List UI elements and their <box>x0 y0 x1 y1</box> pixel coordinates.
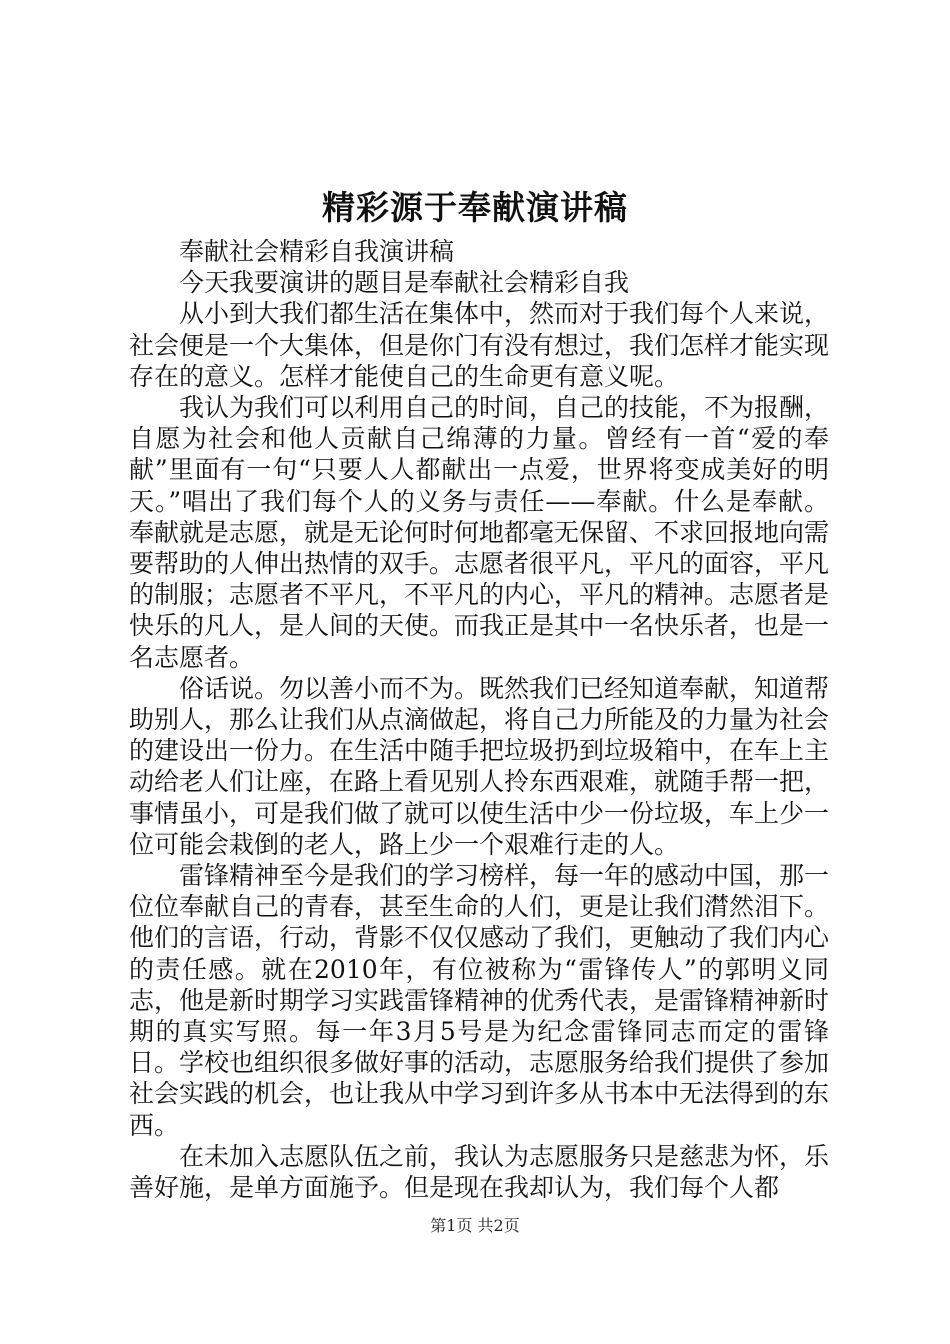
document-title: 精彩源于奉献演讲稿 <box>322 188 628 227</box>
paragraph: 今天我要演讲的题目是奉献社会精彩自我 <box>179 268 630 298</box>
paragraph: 奉献社会精彩自我演讲稿 <box>179 237 455 266</box>
paragraph: 我认为我们可以利用自己的时间，自己的技能，不为报酬，自愿为社会和他人贡献自己绵薄的力量。曾经有一首“爱的奉献”里面有一句“只要人人都献出一点爱，世界将变成美好的明天。”唱出了我们每个人的义务与责任——奉献。什么是奉献。奉献就是志愿，就是无论何时何地都毫无保留、不求回报地向需要帮助的人伸出热情的双手。志愿者很平凡，平凡的面容，平凡的制服；志愿者不平凡，不平凡的内心，平凡的精神。志愿者是快乐的凡人，是人间的天使。而我正是其中一名快乐者，也是一名志愿者。 <box>129 393 830 672</box>
paragraph: 雷锋精神至今是我们的学习榜样，每一年的感动中国，那一位位奉献自己的青春，甚至生命的人们，更是让我们潸然泪下。他们的言语，行动，背影不仅仅感动了我们，更触动了我们内心的责任感。就在2010年，有位被称为“雷锋传人”的郭明义同志，他是新时期学习实践雷锋精神的优秀代表，是雷锋精神新时期的真实写照。每一年3月5号是为纪念雷锋同志而定的雷锋日。学校也组织很多做好事的活动，志愿服务给我们提供了参加社会实践的机会，也让我从中学习到许多从书本中无法得到的东西。 <box>129 861 830 1140</box>
paragraph: 从小到大我们都生活在集体中，然而对于我们每个人来说，社会便是一个大集体，但是你门有没有想过，我们怎样才能实现存在的意义。怎样才能使自己的生命更有意义呢。 <box>129 299 830 391</box>
paragraph: 在未加入志愿队伍之前，我认为志愿服务只是慈悲为怀，乐善好施，是单方面施予。但是现在我却认为，我们每个人都 <box>129 1141 830 1203</box>
paragraph: 俗话说。勿以善小而不为。既然我们已经知道奉献，知道帮助别人，那么让我们从点滴做起，将自己力所能及的力量为社会的建设出一份力。在生活中随手把垃圾扔到垃圾箱中，在车上主动给老人们让座，在路上看见别人拎东西艰难，就随手帮一把，事情虽小，可是我们做了就可以使生活中少一份垃圾，车上少一位可能会栽倒的老人，路上少一个艰难行走的人。 <box>129 673 830 859</box>
page-footer: 第1页 共2页 <box>430 1216 520 1235</box>
document-body <box>129 236 829 1203</box>
